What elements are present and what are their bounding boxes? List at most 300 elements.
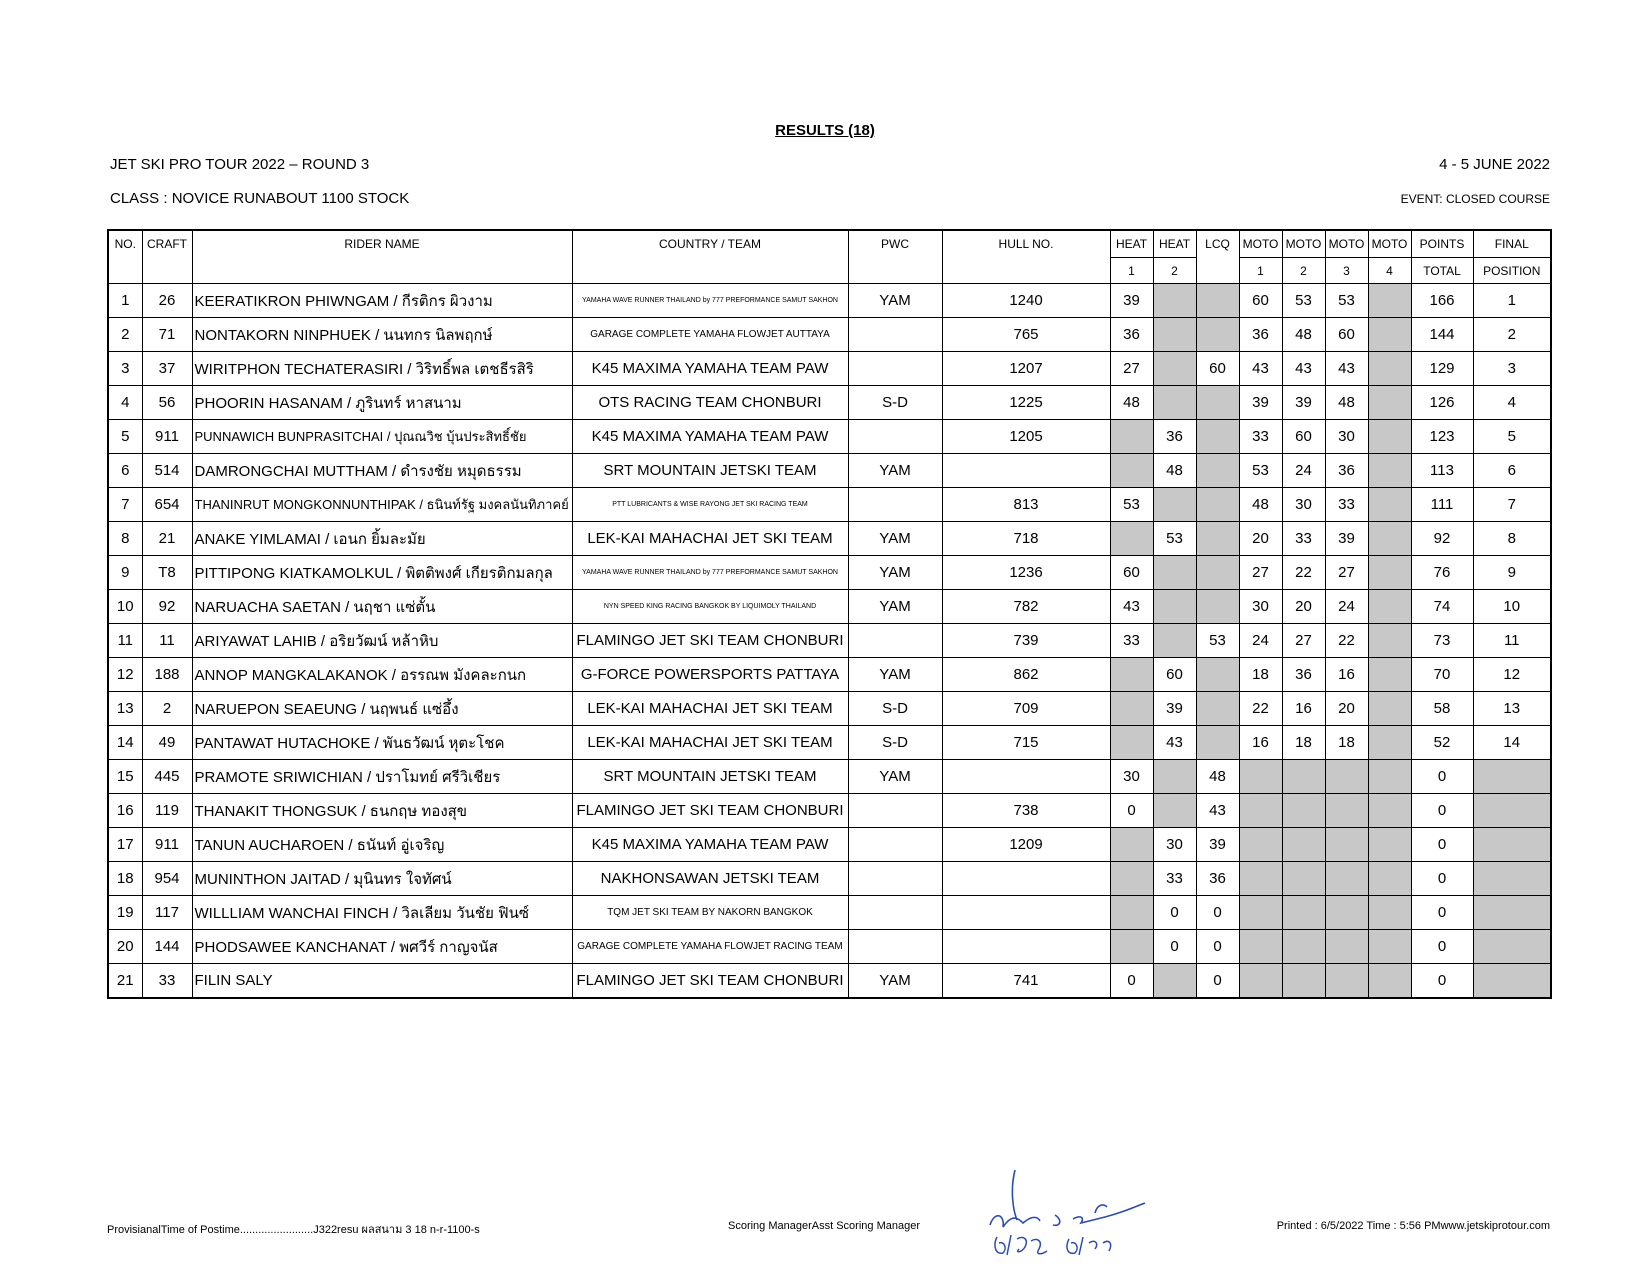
cell-no: 17 — [108, 828, 142, 862]
cell-craft: 654 — [142, 488, 192, 522]
cell-lcq — [1196, 284, 1239, 318]
table-row — [108, 556, 1551, 590]
cell-rider: WILLLIAM WANCHAI FINCH / วิลเลียม วันชัย ฟินซ์ — [192, 896, 572, 930]
cell-craft: 117 — [142, 896, 192, 930]
cell-heat2: 43 — [1153, 726, 1196, 760]
cell-heat1: 0 — [1110, 964, 1153, 999]
cell-moto3 — [1325, 794, 1368, 828]
cell-moto2 — [1282, 760, 1325, 794]
cell-team: PTT LUBRICANTS & WISE RAYONG JET SKI RACING TEAM — [572, 488, 848, 522]
cell-points: 76 — [1411, 556, 1473, 590]
cell-pwc — [848, 930, 942, 964]
cell-moto1: 27 — [1239, 556, 1282, 590]
cell-team: LEK-KAI MAHACHAI JET SKI TEAM — [572, 692, 848, 726]
cell-lcq — [1196, 318, 1239, 352]
cell-team: FLAMINGO JET SKI TEAM CHONBURI — [572, 624, 848, 658]
cell-moto3: 48 — [1325, 386, 1368, 420]
cell-rider: PRAMOTE SRIWICHIAN / ปราโมทย์ ศรีวิเชียร — [192, 760, 572, 794]
cell-craft: 11 — [142, 624, 192, 658]
cell-final — [1473, 930, 1551, 964]
cell-moto4 — [1368, 284, 1411, 318]
cell-hull: 813 — [942, 488, 1110, 522]
event-date: 4 - 5 JUNE 2022 — [1439, 156, 1550, 173]
cell-hull — [942, 760, 1110, 794]
header-points: POINTS — [1411, 230, 1473, 258]
cell-team: YAMAHA WAVE RUNNER THAILAND by 777 PREFORMANCE SAMUT SAKHON — [572, 556, 848, 590]
cell-no: 21 — [108, 964, 142, 999]
cell-pwc: S-D — [848, 692, 942, 726]
header-points-total: TOTAL — [1411, 258, 1473, 284]
results-title: RESULTS (18) — [775, 122, 875, 139]
cell-heat1: 60 — [1110, 556, 1153, 590]
cell-moto3: 39 — [1325, 522, 1368, 556]
cell-pwc: YAM — [848, 556, 942, 590]
cell-hull: 1236 — [942, 556, 1110, 590]
cell-moto3: 60 — [1325, 318, 1368, 352]
cell-points: 0 — [1411, 828, 1473, 862]
header-moto4-num: 4 — [1368, 258, 1411, 284]
cell-team: NYN SPEED KING RACING BANGKOK BY LIQUIMOLY THAILAND — [572, 590, 848, 624]
cell-heat2: 39 — [1153, 692, 1196, 726]
cell-no: 7 — [108, 488, 142, 522]
table-row — [108, 692, 1551, 726]
cell-heat1 — [1110, 828, 1153, 862]
cell-pwc — [848, 794, 942, 828]
cell-points: 70 — [1411, 658, 1473, 692]
cell-moto3: 20 — [1325, 692, 1368, 726]
cell-moto3: 16 — [1325, 658, 1368, 692]
cell-moto1: 20 — [1239, 522, 1282, 556]
cell-moto2: 43 — [1282, 352, 1325, 386]
cell-lcq — [1196, 692, 1239, 726]
table-row — [108, 964, 1551, 999]
cell-lcq: 0 — [1196, 964, 1239, 999]
header-moto1: MOTO — [1239, 230, 1282, 258]
cell-heat1 — [1110, 454, 1153, 488]
cell-craft: T8 — [142, 556, 192, 590]
cell-lcq: 0 — [1196, 896, 1239, 930]
cell-heat2: 0 — [1153, 930, 1196, 964]
cell-points: 129 — [1411, 352, 1473, 386]
cell-moto1: 24 — [1239, 624, 1282, 658]
cell-team: K45 MAXIMA YAMAHA TEAM PAW — [572, 352, 848, 386]
cell-pwc: S-D — [848, 386, 942, 420]
cell-final: 1 — [1473, 284, 1551, 318]
header-heat2-num: 2 — [1153, 258, 1196, 284]
header-heat1-num: 1 — [1110, 258, 1153, 284]
cell-craft: 71 — [142, 318, 192, 352]
cell-hull: 739 — [942, 624, 1110, 658]
cell-points: 52 — [1411, 726, 1473, 760]
cell-moto2 — [1282, 964, 1325, 999]
cell-no: 11 — [108, 624, 142, 658]
cell-moto1: 30 — [1239, 590, 1282, 624]
cell-no: 14 — [108, 726, 142, 760]
cell-moto3: 33 — [1325, 488, 1368, 522]
cell-heat1 — [1110, 692, 1153, 726]
cell-moto3 — [1325, 930, 1368, 964]
cell-team: G-FORCE POWERSPORTS PATTAYA — [572, 658, 848, 692]
cell-lcq — [1196, 590, 1239, 624]
footer-printed-info: Printed : 6/5/2022 Time : 5:56 PMwww.jetskiprotour.com — [1276, 1220, 1550, 1232]
cell-hull: 1207 — [942, 352, 1110, 386]
header-moto2: MOTO — [1282, 230, 1325, 258]
cell-rider: NARUEPON SEAEUNG / นฤพนธ์ แซ่อึ้ง — [192, 692, 572, 726]
cell-pwc: YAM — [848, 964, 942, 999]
cell-heat2: 53 — [1153, 522, 1196, 556]
cell-craft: 514 — [142, 454, 192, 488]
cell-team: LEK-KAI MAHACHAI JET SKI TEAM — [572, 522, 848, 556]
header-heat1: HEAT — [1110, 230, 1153, 258]
cell-no: 2 — [108, 318, 142, 352]
cell-heat2 — [1153, 284, 1196, 318]
cell-moto2: 20 — [1282, 590, 1325, 624]
cell-hull: 1225 — [942, 386, 1110, 420]
header-moto1-num: 1 — [1239, 258, 1282, 284]
cell-moto2: 39 — [1282, 386, 1325, 420]
cell-no: 19 — [108, 896, 142, 930]
cell-moto1 — [1239, 896, 1282, 930]
cell-pwc — [848, 624, 942, 658]
footer-scoring-manager: Scoring ManagerAsst Scoring Manager — [728, 1220, 920, 1232]
cell-moto4 — [1368, 386, 1411, 420]
cell-no: 8 — [108, 522, 142, 556]
results-table — [107, 229, 1552, 999]
cell-moto4 — [1368, 692, 1411, 726]
cell-moto3: 27 — [1325, 556, 1368, 590]
cell-craft: 911 — [142, 420, 192, 454]
cell-craft: 954 — [142, 862, 192, 896]
cell-final: 13 — [1473, 692, 1551, 726]
cell-hull — [942, 896, 1110, 930]
header-country-team: COUNTRY / TEAM — [572, 230, 848, 284]
cell-moto2: 27 — [1282, 624, 1325, 658]
cell-moto1 — [1239, 828, 1282, 862]
header-moto3: MOTO — [1325, 230, 1368, 258]
cell-heat1 — [1110, 930, 1153, 964]
cell-hull: 1240 — [942, 284, 1110, 318]
cell-heat1 — [1110, 522, 1153, 556]
cell-lcq: 39 — [1196, 828, 1239, 862]
cell-final — [1473, 828, 1551, 862]
cell-rider: PUNNAWICH BUNPRASITCHAI / ปุณณวิช บุ้นประสิทธิ์ชัย — [192, 420, 572, 454]
header-moto3-num: 3 — [1325, 258, 1368, 284]
cell-team: GARAGE COMPLETE YAMAHA FLOWJET AUTTAYA — [572, 318, 848, 352]
cell-points: 0 — [1411, 930, 1473, 964]
cell-moto1: 22 — [1239, 692, 1282, 726]
cell-moto4 — [1368, 862, 1411, 896]
header-final-position: POSITION — [1473, 258, 1551, 284]
table-row — [108, 454, 1551, 488]
cell-moto4 — [1368, 794, 1411, 828]
cell-moto3: 24 — [1325, 590, 1368, 624]
cell-rider: DAMRONGCHAI MUTTHAM / ดำรงชัย หมุดธรรม — [192, 454, 572, 488]
cell-rider: THANAKIT THONGSUK / ธนกฤษ ทองสุข — [192, 794, 572, 828]
cell-team: FLAMINGO JET SKI TEAM CHONBURI — [572, 964, 848, 999]
cell-moto3: 30 — [1325, 420, 1368, 454]
cell-final: 11 — [1473, 624, 1551, 658]
table-row — [108, 794, 1551, 828]
cell-moto1: 60 — [1239, 284, 1282, 318]
cell-moto1: 48 — [1239, 488, 1282, 522]
cell-rider: PANTAWAT HUTACHOKE / พันธวัฒน์ หุตะโชค — [192, 726, 572, 760]
cell-moto2 — [1282, 896, 1325, 930]
cell-final: 10 — [1473, 590, 1551, 624]
cell-heat2 — [1153, 352, 1196, 386]
cell-points: 113 — [1411, 454, 1473, 488]
cell-points: 0 — [1411, 964, 1473, 999]
cell-lcq — [1196, 522, 1239, 556]
cell-moto2: 18 — [1282, 726, 1325, 760]
cell-hull: 738 — [942, 794, 1110, 828]
cell-final: 8 — [1473, 522, 1551, 556]
cell-points: 0 — [1411, 794, 1473, 828]
cell-heat1: 39 — [1110, 284, 1153, 318]
cell-pwc — [848, 862, 942, 896]
cell-no: 10 — [108, 590, 142, 624]
cell-team: LEK-KAI MAHACHAI JET SKI TEAM — [572, 726, 848, 760]
cell-final: 3 — [1473, 352, 1551, 386]
cell-moto2 — [1282, 930, 1325, 964]
cell-hull: 1209 — [942, 828, 1110, 862]
cell-moto1: 16 — [1239, 726, 1282, 760]
cell-pwc: YAM — [848, 658, 942, 692]
cell-hull: 718 — [942, 522, 1110, 556]
cell-points: 74 — [1411, 590, 1473, 624]
cell-heat1: 36 — [1110, 318, 1153, 352]
cell-craft: 2 — [142, 692, 192, 726]
table-row — [108, 930, 1551, 964]
cell-moto3: 22 — [1325, 624, 1368, 658]
cell-rider: ANNOP MANGKALAKANOK / อรรณพ มังคละกนก — [192, 658, 572, 692]
cell-team: SRT MOUNTAIN JETSKI TEAM — [572, 760, 848, 794]
cell-rider: WIRITPHON TECHATERASIRI / วิริทธิ์พล เตชธีรสิริ — [192, 352, 572, 386]
cell-points: 73 — [1411, 624, 1473, 658]
header-lcq: LCQ — [1196, 230, 1239, 284]
table-row — [108, 726, 1551, 760]
cell-lcq — [1196, 488, 1239, 522]
cell-moto2 — [1282, 862, 1325, 896]
cell-pwc — [848, 318, 942, 352]
cell-heat1: 43 — [1110, 590, 1153, 624]
cell-heat1 — [1110, 658, 1153, 692]
cell-rider: MUNINTHON JAITAD / มุนินทร ใจทัศน์ — [192, 862, 572, 896]
table-row — [108, 760, 1551, 794]
header-craft: CRAFT — [142, 230, 192, 284]
cell-heat1 — [1110, 420, 1153, 454]
cell-pwc — [848, 828, 942, 862]
cell-pwc: YAM — [848, 760, 942, 794]
cell-final — [1473, 964, 1551, 999]
cell-moto2: 53 — [1282, 284, 1325, 318]
cell-heat1: 53 — [1110, 488, 1153, 522]
cell-craft: 37 — [142, 352, 192, 386]
header-moto2-num: 2 — [1282, 258, 1325, 284]
cell-pwc: YAM — [848, 590, 942, 624]
cell-heat2: 36 — [1153, 420, 1196, 454]
cell-heat2 — [1153, 794, 1196, 828]
cell-rider: THANINRUT MONGKONNUNTHIPAK / ธนินท์รัฐ มงคลนันทิภาคย์ — [192, 488, 572, 522]
cell-moto2 — [1282, 828, 1325, 862]
cell-hull: 1205 — [942, 420, 1110, 454]
header-rider-name: RIDER NAME — [192, 230, 572, 284]
cell-pwc — [848, 896, 942, 930]
cell-moto3 — [1325, 964, 1368, 999]
cell-pwc — [848, 488, 942, 522]
cell-rider: ANAKE YIMLAMAI / เอนก ยิ้มละมัย — [192, 522, 572, 556]
cell-points: 126 — [1411, 386, 1473, 420]
cell-hull — [942, 862, 1110, 896]
cell-lcq: 43 — [1196, 794, 1239, 828]
cell-rider: PHOORIN HASANAM / ภูรินทร์ หาสนาม — [192, 386, 572, 420]
cell-moto3 — [1325, 760, 1368, 794]
cell-heat2: 0 — [1153, 896, 1196, 930]
cell-rider: TANUN AUCHAROEN / ธนันท์ อู่เจริญ — [192, 828, 572, 862]
cell-team: TQM JET SKI TEAM BY NAKORN BANGKOK — [572, 896, 848, 930]
cell-lcq — [1196, 386, 1239, 420]
cell-moto4 — [1368, 828, 1411, 862]
cell-moto3: 53 — [1325, 284, 1368, 318]
cell-rider: KEERATIKRON PHIWNGAM / กีรติกร ผิวงาม — [192, 284, 572, 318]
cell-moto2: 30 — [1282, 488, 1325, 522]
cell-heat2 — [1153, 624, 1196, 658]
cell-no: 12 — [108, 658, 142, 692]
cell-no: 4 — [108, 386, 142, 420]
cell-final — [1473, 896, 1551, 930]
table-row — [108, 522, 1551, 556]
cell-points: 92 — [1411, 522, 1473, 556]
cell-craft: 92 — [142, 590, 192, 624]
cell-moto4 — [1368, 760, 1411, 794]
cell-craft: 56 — [142, 386, 192, 420]
cell-rider: NARUACHA SAETAN / นฤชา แซ่ตั้น — [192, 590, 572, 624]
cell-moto2 — [1282, 794, 1325, 828]
cell-no: 18 — [108, 862, 142, 896]
cell-team: FLAMINGO JET SKI TEAM CHONBURI — [572, 794, 848, 828]
cell-moto1: 18 — [1239, 658, 1282, 692]
cell-moto4 — [1368, 726, 1411, 760]
cell-hull: 765 — [942, 318, 1110, 352]
cell-pwc — [848, 352, 942, 386]
cell-hull — [942, 454, 1110, 488]
cell-lcq: 36 — [1196, 862, 1239, 896]
cell-lcq: 60 — [1196, 352, 1239, 386]
cell-moto2: 33 — [1282, 522, 1325, 556]
cell-hull: 741 — [942, 964, 1110, 999]
cell-moto4 — [1368, 658, 1411, 692]
cell-no: 20 — [108, 930, 142, 964]
cell-moto4 — [1368, 454, 1411, 488]
table-row — [108, 896, 1551, 930]
cell-no: 13 — [108, 692, 142, 726]
cell-pwc: YAM — [848, 522, 942, 556]
cell-pwc: YAM — [848, 284, 942, 318]
cell-heat1: 33 — [1110, 624, 1153, 658]
table-row — [108, 420, 1551, 454]
cell-moto3: 36 — [1325, 454, 1368, 488]
cell-points: 0 — [1411, 896, 1473, 930]
table-row — [108, 352, 1551, 386]
cell-heat2 — [1153, 556, 1196, 590]
cell-moto1: 33 — [1239, 420, 1282, 454]
cell-final: 14 — [1473, 726, 1551, 760]
cell-lcq — [1196, 420, 1239, 454]
cell-moto4 — [1368, 896, 1411, 930]
cell-team: GARAGE COMPLETE YAMAHA FLOWJET RACING TEAM — [572, 930, 848, 964]
cell-final: 2 — [1473, 318, 1551, 352]
cell-team: SRT MOUNTAIN JETSKI TEAM — [572, 454, 848, 488]
cell-points: 144 — [1411, 318, 1473, 352]
header-hull-no: HULL NO. — [942, 230, 1110, 284]
event-type: EVENT: CLOSED COURSE — [1400, 192, 1550, 206]
cell-lcq — [1196, 454, 1239, 488]
table-row — [108, 386, 1551, 420]
cell-team: K45 MAXIMA YAMAHA TEAM PAW — [572, 420, 848, 454]
cell-moto4 — [1368, 930, 1411, 964]
cell-points: 166 — [1411, 284, 1473, 318]
cell-rider: PHODSAWEE KANCHANAT / พศวีร์ กาญจนัส — [192, 930, 572, 964]
table-row — [108, 624, 1551, 658]
cell-moto4 — [1368, 556, 1411, 590]
cell-lcq: 48 — [1196, 760, 1239, 794]
cell-moto1: 36 — [1239, 318, 1282, 352]
cell-team: OTS RACING TEAM CHONBURI — [572, 386, 848, 420]
cell-moto1 — [1239, 862, 1282, 896]
cell-heat1: 27 — [1110, 352, 1153, 386]
cell-points: 123 — [1411, 420, 1473, 454]
cell-rider: PITTIPONG KIATKAMOLKUL / พิตติพงศ์ เกียรติกมลกุล — [192, 556, 572, 590]
cell-moto4 — [1368, 488, 1411, 522]
table-row — [108, 488, 1551, 522]
cell-craft: 911 — [142, 828, 192, 862]
event-name: JET SKI PRO TOUR 2022 – ROUND 3 — [110, 156, 370, 173]
cell-moto4 — [1368, 590, 1411, 624]
cell-hull — [942, 930, 1110, 964]
table-row — [108, 318, 1551, 352]
cell-no: 15 — [108, 760, 142, 794]
cell-final: 5 — [1473, 420, 1551, 454]
cell-hull: 715 — [942, 726, 1110, 760]
cell-moto1 — [1239, 794, 1282, 828]
cell-points: 111 — [1411, 488, 1473, 522]
cell-craft: 445 — [142, 760, 192, 794]
cell-moto1 — [1239, 930, 1282, 964]
cell-moto4 — [1368, 318, 1411, 352]
cell-no: 6 — [108, 454, 142, 488]
cell-moto1: 39 — [1239, 386, 1282, 420]
cell-hull: 782 — [942, 590, 1110, 624]
cell-rider: FILIN SALY — [192, 964, 572, 999]
cell-points: 58 — [1411, 692, 1473, 726]
cell-lcq — [1196, 556, 1239, 590]
cell-heat2 — [1153, 488, 1196, 522]
cell-heat2: 33 — [1153, 862, 1196, 896]
cell-moto4 — [1368, 522, 1411, 556]
cell-lcq — [1196, 658, 1239, 692]
cell-no: 16 — [108, 794, 142, 828]
cell-heat2 — [1153, 590, 1196, 624]
cell-final: 6 — [1473, 454, 1551, 488]
cell-moto1 — [1239, 760, 1282, 794]
table-row — [108, 284, 1551, 318]
cell-pwc: YAM — [848, 454, 942, 488]
cell-moto2: 24 — [1282, 454, 1325, 488]
cell-heat2: 30 — [1153, 828, 1196, 862]
cell-final: 9 — [1473, 556, 1551, 590]
cell-heat1 — [1110, 896, 1153, 930]
cell-heat2: 60 — [1153, 658, 1196, 692]
cell-no: 9 — [108, 556, 142, 590]
